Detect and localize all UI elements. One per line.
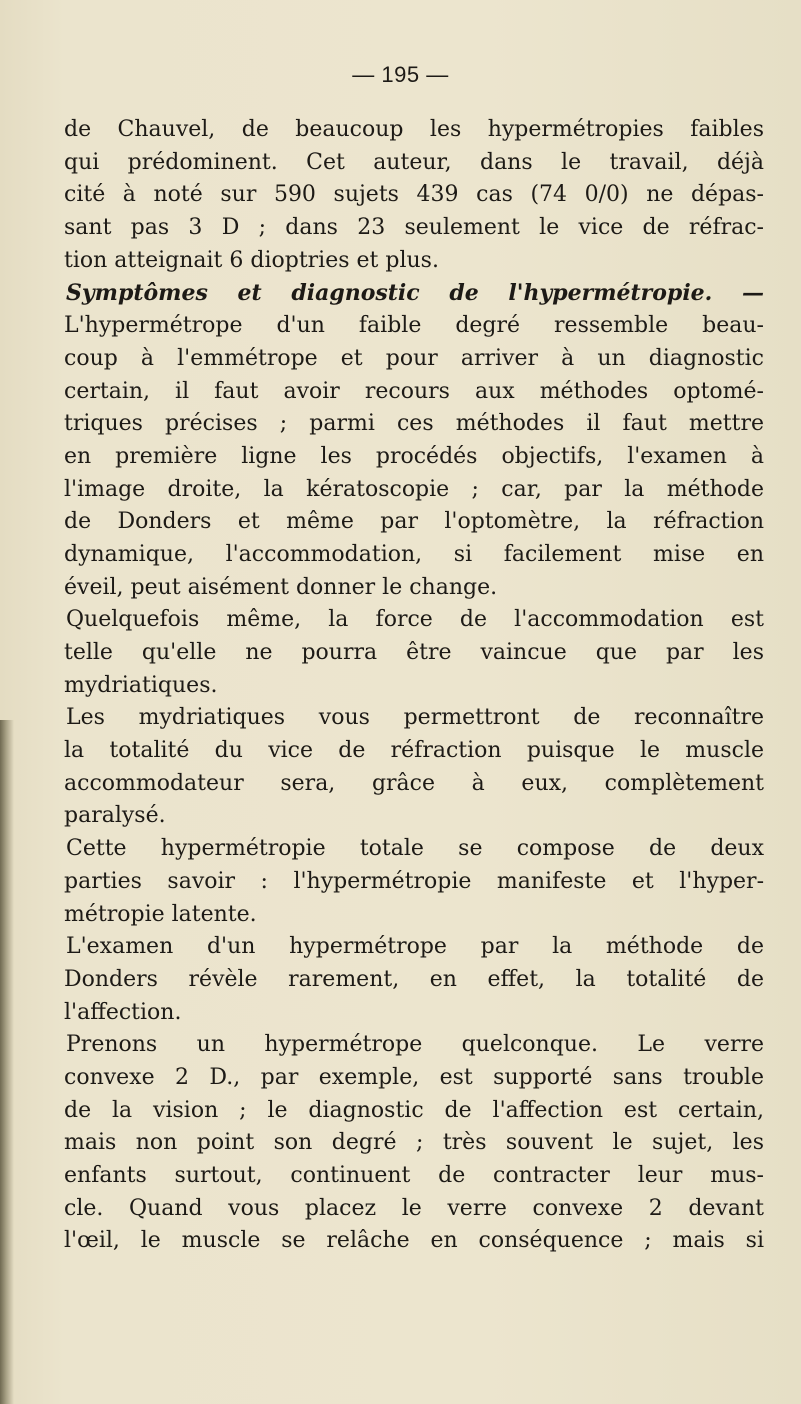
text-line: Cette hypermétropie totale se compose de deux <box>66 836 764 862</box>
text-line: l'image droite, la kératoscopie ; car, par la méthode <box>64 476 764 502</box>
text-line: cle. Quand vous placez le verre convexe 2 devant <box>64 1195 764 1221</box>
text-line: de Donders et même par l'optomètre, la réfraction <box>64 509 764 535</box>
text-line: coup à l'emmétrope et pour arriver à un diagnostic <box>64 345 764 371</box>
page-number: — 195 — <box>352 62 449 87</box>
text-line: Donders révèle rarement, en effet, la totalité de <box>64 966 764 992</box>
text-line: mais non point son degré ; très souvent le sujet, les <box>64 1130 764 1156</box>
text-line: mydriatiques. <box>64 672 218 698</box>
text-line: de Chauvel, de beaucoup les hypermétropies faibles <box>64 117 764 142</box>
text-line: sant pas 3 D ; dans 23 seulement le vice de réfrac- <box>64 215 764 241</box>
text-line: cité à noté sur 590 sujets 439 cas (74 0/0) ne dépas- <box>64 182 764 208</box>
text-line: triques précises ; parmi ces méthodes il faut mettre <box>64 411 764 437</box>
text-line: en première ligne les procédés objectifs, l'examen à <box>64 443 764 469</box>
text-line: dynamique, l'accommodation, si facilement mise en <box>64 541 764 567</box>
text-line: convexe 2 D., par exemple, est supporté sans trouble <box>64 1064 764 1090</box>
section-heading: Symptômes et diagnostic de l'hypermétropie. — <box>66 280 764 307</box>
text-line: l'affection. <box>64 999 182 1025</box>
text-line: accommodateur sera, grâce à eux, complètement <box>64 770 764 796</box>
text-line: parties savoir : l'hypermétropie manifeste et l'hyper- <box>64 868 764 894</box>
text-line: tion atteignait 6 dioptries et plus. <box>64 247 439 273</box>
section-heading-line <box>64 277 764 310</box>
text-line: Les mydriatiques vous permettront de reconnaître <box>66 705 764 731</box>
text-line: paralysé. <box>64 803 166 829</box>
text-line: la totalité du vice de réfraction puisque le muscle <box>64 738 764 764</box>
body-text <box>64 114 764 1258</box>
text-line: Prenons un hypermétrope quelconque. Le verre <box>66 1032 764 1058</box>
text-line: qui prédominent. Cet auteur, dans le travail, déjà <box>64 149 764 175</box>
text-line: L'examen d'un hypermétrope par la méthode de <box>66 934 764 960</box>
text-line: Quelquefois même, la force de l'accommodation est <box>66 607 764 633</box>
page-gutter-shadow <box>0 720 14 1404</box>
text-line: L'hypermétrope d'un faible degré ressemble beau- <box>64 313 764 339</box>
text-line: métropie latente. <box>64 901 257 927</box>
text-line: de la vision ; le diagnostic de l'affection est certain, <box>64 1097 764 1123</box>
text-line: telle qu'elle ne pourra être vaincue que par les <box>64 640 764 665</box>
text-line: enfants surtout, continuent de contracter leur mus- <box>64 1163 764 1188</box>
text-line: l'œil, le muscle se relâche en conséquence ; mais si <box>64 1228 764 1254</box>
text-line: certain, il faut avoir recours aux méthodes optomé- <box>64 378 764 404</box>
text-line: éveil, peut aisément donner le change. <box>64 574 498 600</box>
